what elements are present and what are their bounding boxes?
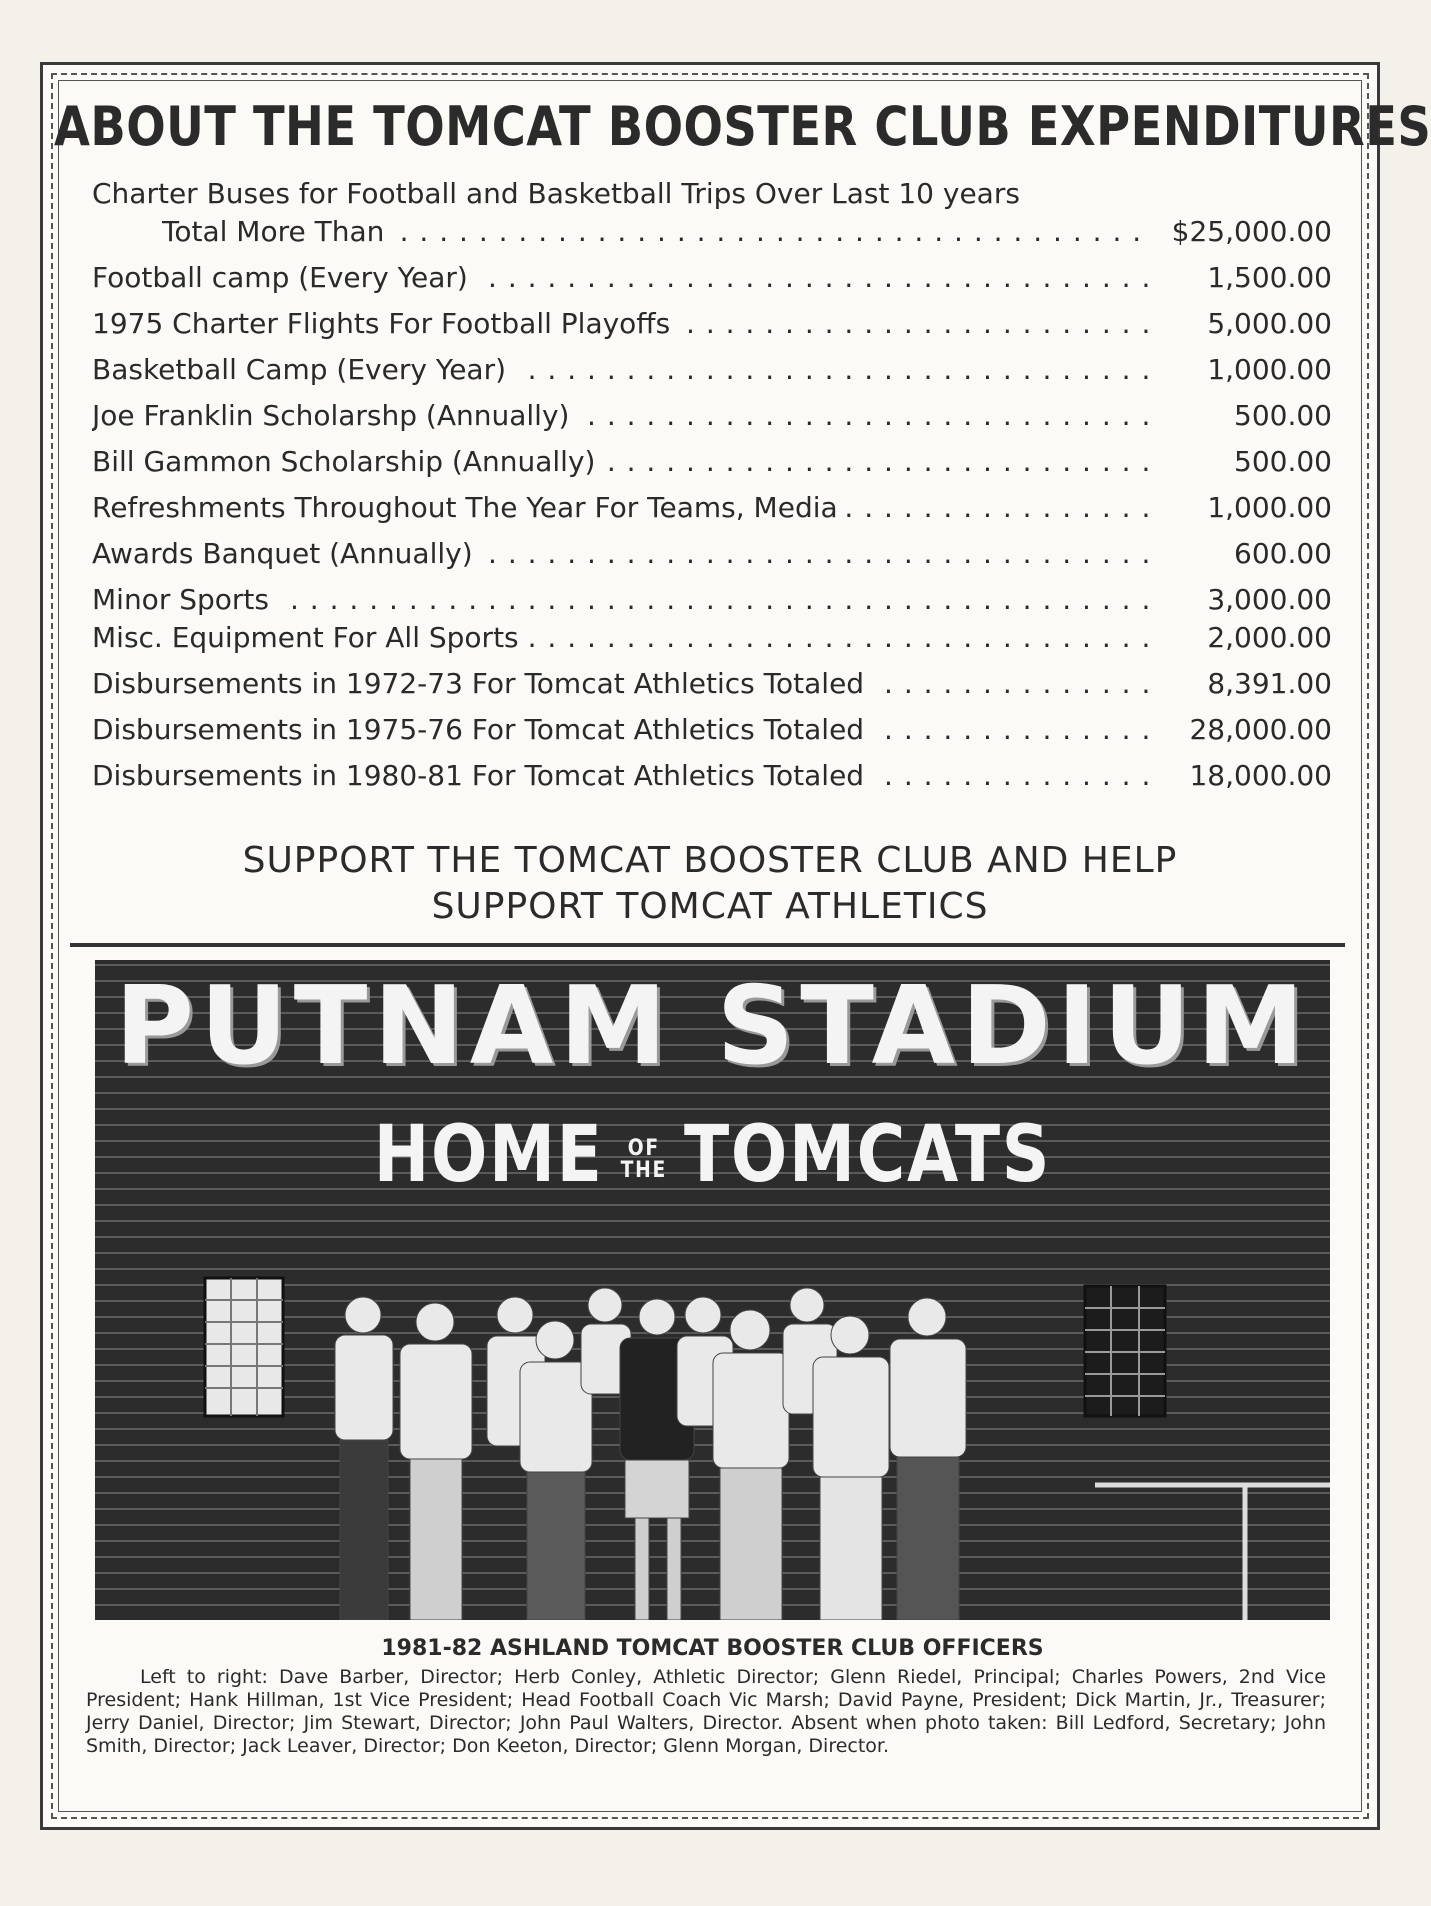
item-label: Total More Than [162,215,392,248]
sign-of: OF [627,1135,660,1161]
sign-of-the [620,1135,667,1183]
list-item [92,306,1332,352]
item-amount: 3,000.00 [1207,583,1332,616]
list-item [92,712,1332,758]
stadium-photo [95,960,1330,1620]
list-item [92,620,1332,666]
expenditure-list [92,176,1332,804]
list-item [92,352,1332,398]
sign-home-of-the-tomcats [188,1110,1238,1200]
item-amount: 500.00 [1234,399,1332,432]
list-item [92,666,1332,712]
list-item [92,758,1332,804]
item-amount: 28,000.00 [1189,713,1332,746]
item-label: Disbursements in 1975-76 For Tomcat Athletics Totaled [92,713,872,746]
item-label: Basketball Camp (Every Year) [92,353,514,386]
list-item [92,260,1332,306]
item-label: Charter Buses for Football and Basketball Trips Over Last 10 years [92,177,1028,210]
item-label: Refreshments Throughout The Year For Teams, Media [92,491,846,524]
item-amount: 1,000.00 [1207,353,1332,386]
list-item [92,444,1332,490]
item-amount: 18,000.00 [1189,759,1332,792]
item-amount: 2,000.00 [1207,621,1332,654]
caption-title: 1981-82 ASHLAND TOMCAT BOOSTER CLUB OFFICERS [381,1636,1044,1661]
item-amount: 8,391.00 [1207,667,1332,700]
support-line-2: SUPPORT TOMCAT ATHLETICS [431,886,989,927]
item-label: Awards Banquet (Annually) [92,537,481,570]
list-item [92,398,1332,444]
item-amount: 500.00 [1234,445,1332,478]
divider [70,943,1345,947]
item-label: Misc. Equipment For All Sports [92,621,527,654]
list-item [92,536,1332,582]
item-amount: 1,000.00 [1207,491,1332,524]
item-amount: 600.00 [1234,537,1332,570]
item-label: Disbursements in 1980-81 For Tomcat Athletics Totaled [92,759,872,792]
item-amount: 1,500.00 [1207,261,1332,294]
item-label: Minor Sports [92,583,277,616]
item-label: 1975 Charter Flights For Football Playoffs [92,307,678,340]
item-label: Joe Franklin Scholarshp (Annually) [92,399,577,432]
item-amount: 5,000.00 [1207,307,1332,340]
sign-putnam-stadium: PUTNAM STADIUM [114,964,1311,1089]
support-message [70,838,1350,930]
list-item [92,176,1332,214]
sign-home: HOME [373,1110,604,1200]
sign-the: THE [620,1157,667,1183]
list-item [92,214,1332,260]
caption-body: Left to right: Dave Barber, Director; Herb Conley, Athletic Director; Glenn Riedel, Principal; Charles Powers, 2nd Vice President; Hank Hillman, 1st Vice President; Head Football Coach Vic Marsh; David Payne, President; Dick Martin, Jr., Treasurer; Jerry Daniel, Director; Jim Stewart, Director; John Paul Walters, Director. Absent when photo taken: Bill Ledford, Secretary; John Smith, Director; Jack Leaver, Director; Don Keeton, Director; Glenn Morgan, Director. [86,1666,1326,1757]
item-label: Football camp (Every Year) [92,261,476,294]
item-label: Bill Gammon Scholarship (Annually) [92,445,603,478]
item-amount: $25,000.00 [1171,215,1332,248]
page-title: ABOUT THE TOMCAT BOOSTER CLUB EXPENDITURES [54,95,1431,158]
support-line-1: SUPPORT THE TOMCAT BOOSTER CLUB AND HELP [242,840,1178,881]
list-item [92,490,1332,536]
sign-tomcats: TOMCATS [683,1110,1052,1200]
list-item [92,582,1332,620]
item-label: Disbursements in 1972-73 For Tomcat Athletics Totaled [92,667,872,700]
